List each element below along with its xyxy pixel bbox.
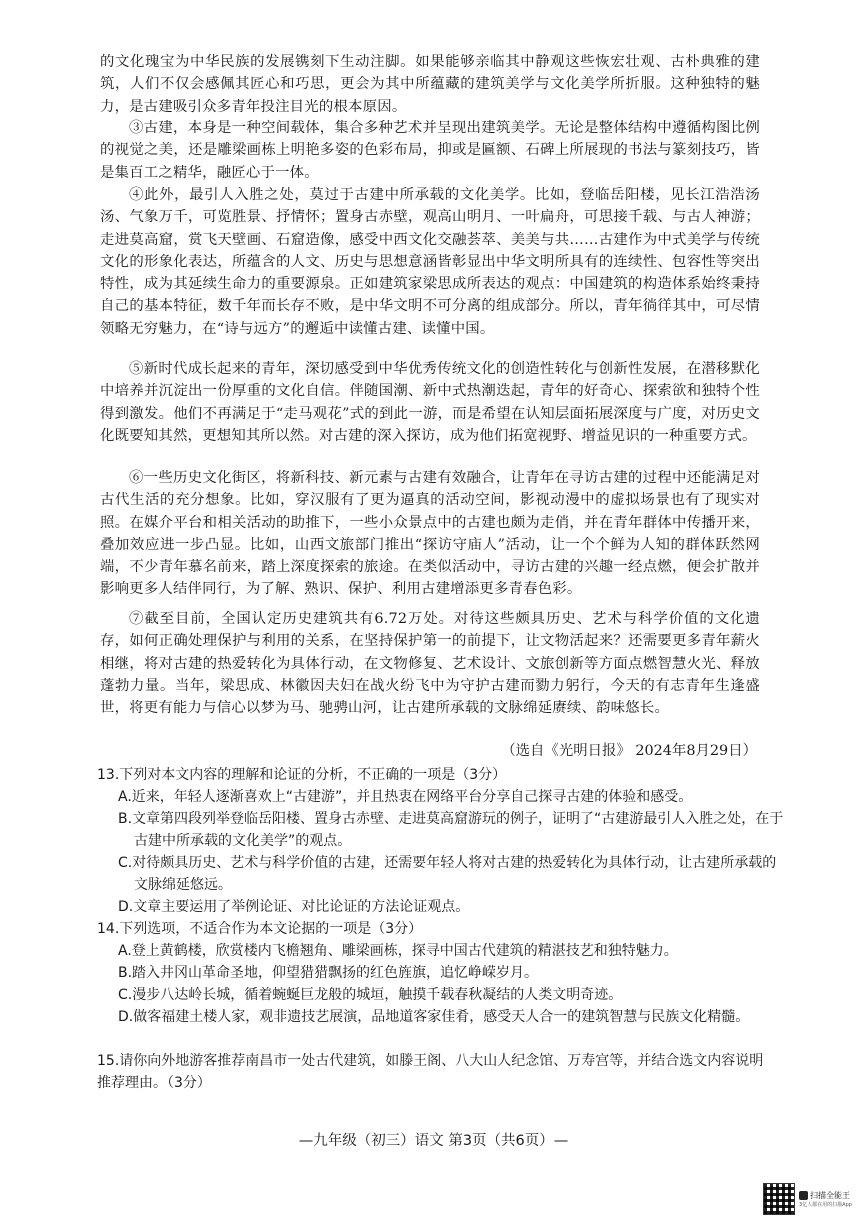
qr-code-icon — [763, 1183, 795, 1215]
question-13-stem: 13.下列对本文内容的理解和论证的分析，不正确的一项是（3分） — [97, 767, 507, 783]
question-13-option-d: D.文章主要运用了举例论证、对比论证的方法论证观点。 — [118, 899, 470, 915]
question-14-stem: 14.下列选项，不适合作为本文论据的一项是（3分） — [97, 921, 423, 937]
article-paragraph-1: 的文化瑰宝为中华民族的发展镌刻下生动注脚。如果能够亲临其中静观这些恢宏壮观、古朴典雅的建筑，人们不仅会感佩其匠心和巧思，更会为其中所蕴藏的建筑美学与文化美学所折服。这种独特的魅力，是古建吸引众多青年投注目光的根本原因。 — [100, 54, 760, 115]
article-paragraph-7: ⑦截至目前，全国认定历史建筑共有6.72万处。对待这些颇具历史、艺术与科学价值的文化遗存，如何正确处理保护与利用的关系，在坚持保护第一的前提下，让文物活起来？还需要更多青年薪火相继，将对古建的热爱转化为具体行动，在文物修复、艺术设计、文旅创新等方面点燃智慧火光、释放蓬勃力量。当年，梁思成、林徽因夫妇在战火纷飞中为守护古建而勠力躬行，今天的有志青年生逢盛世，将更有能力与信心以梦为马、驰骋山河，让古建所承载的文脉绵延赓续、韵味悠长。 — [100, 611, 760, 717]
scanner-subtitle: 3亿人都在用的扫描App — [799, 1202, 852, 1208]
scanner-title: 扫描全能王 — [810, 1191, 850, 1200]
question-13-option-c: C.对待颇具历史、艺术与科学价值的古建，还需要年轻人将对古建的热爱转化为具体行动，让古建所承载的文脉绵延悠远。 — [118, 855, 777, 893]
question-13-option-a: A.近来，年轻人逐渐喜欢上“古建游”，并且热衷在网络平台分享自己探寻古建的体验和感受。 — [118, 789, 693, 805]
scanner-logo-icon — [799, 1191, 808, 1200]
page-footer: —九年级（初三）语文 第3页（共6页）— — [298, 1133, 569, 1149]
question-14-option-b: B.踏入井冈山革命圣地，仰望猎猎飘扬的红色旌旗，追忆峥嵘岁月。 — [118, 965, 539, 981]
article-paragraph-6: ⑥一些历史文化街区，将新科技、新元素与古建有效融合，让青年在寻访古建的过程中还能满足对古代生活的充分想象。比如，穿汉服有了更为逼真的活动空间，影视动漫中的虚拟场景也有了现实对照。在媒介平台和相关活动的助推下，一些小众景点中的古建也颇为走俏，并在青年群体中传播开来，叠加效应进一步凸显。比如，山西文旅部门推出“探访守庙人”活动，让一个个鲜为人知的群体跃然网端，不少青年慕名前来，踏上深度探索的旅途。在类似活动中，寻访古建的兴趣一经点燃，便会扩散并影响更多人结伴同行，为了解、熟识、保护、利用古建增添更多青春色彩。 — [100, 470, 760, 598]
article-paragraph-4: ④此外，最引人入胜之处，莫过于古建中所承载的文化美学。比如，登临岳阳楼，见长江浩浩汤汤、气象万千，可览胜景、抒情怀；置身古赤壁，观高山明月、一叶扁舟，可思接千载、与古人神游；走进莫高窟，赏飞天壁画、石窟造像，感受中西文化交融荟萃、美美与共……古建作为中式美学与传统文化的形象化表达，所蕴含的人文、历史与思想意涵皆彰显出中华文明所具有的连续性、包容性等突出特性，成为其延续生命力的重要源泉。正如建筑家梁思成所表达的观点：中国建筑的构造体系始终秉持自己的基本特征，数千年而长存不败，是中华文明不可分离的组成部分。所以，青年徜徉其中，可尽情领略无穷魅力，在“诗与远方”的邂逅中读懂古建、读懂中国。 — [100, 187, 760, 337]
question-15-stem: 15.请你向外地游客推荐南昌市一处古代建筑，如滕王阁、八大山人纪念馆、万寿宫等，并结合选文内容说明推荐理由。（3分） — [97, 1053, 764, 1091]
scanner-watermark — [763, 1183, 859, 1215]
question-14-option-c: C.漫步八达岭长城，循着蜿蜒巨龙般的城垣，触摸千载春秋凝结的人类文明奇迹。 — [118, 987, 623, 1003]
question-13-option-b: B.文章第四段列举登临岳阳楼、置身古赤壁、走进莫高窟游玩的例子，证明了“古建游最引人入胜之处，在于古建中所承载的文化美学”的观点。 — [118, 811, 784, 849]
article-source: （选自《光明日报》 2024年8月29日） — [501, 743, 757, 759]
article-paragraph-5: ⑤新时代成长起来的青年，深切感受到中华优秀传统文化的创造性转化与创新性发展，在潜移默化中培养并沉淀出一份厚重的文化自信。伴随国潮、新中式热潮迭起，青年的好奇心、探索欲和独特个性得到激发。他们不再满足于“走马观花”式的到此一游，而是希望在认知层面拓展深度与广度，对历史文化既要知其然，更想知其所以然。对古建的深入探访，成为他们拓宽视野、增益见识的一种重要方式。 — [100, 361, 760, 444]
article-paragraph-3: ③古建，本身是一种空间载体，集合多种艺术并呈现出建筑美学。无论是整体结构中遵循构图比例的视觉之美，还是雕梁画栋上明艳多姿的色彩布局，抑或是匾额、石碑上所展现的书法与篆刻技巧，皆是集百工之精华，融匠心于一体。 — [100, 120, 760, 181]
question-14-option-a: A.登上黄鹤楼，欣赏楼内飞檐翘角、雕梁画栋，探寻中国古代建筑的精湛技艺和独特魅力。 — [118, 943, 678, 959]
question-14-option-d: D.做客福建土楼人家，观非遗技艺展演，品地道客家佳肴，感受天人合一的建筑智慧与民族文化精髓。 — [118, 1009, 750, 1025]
